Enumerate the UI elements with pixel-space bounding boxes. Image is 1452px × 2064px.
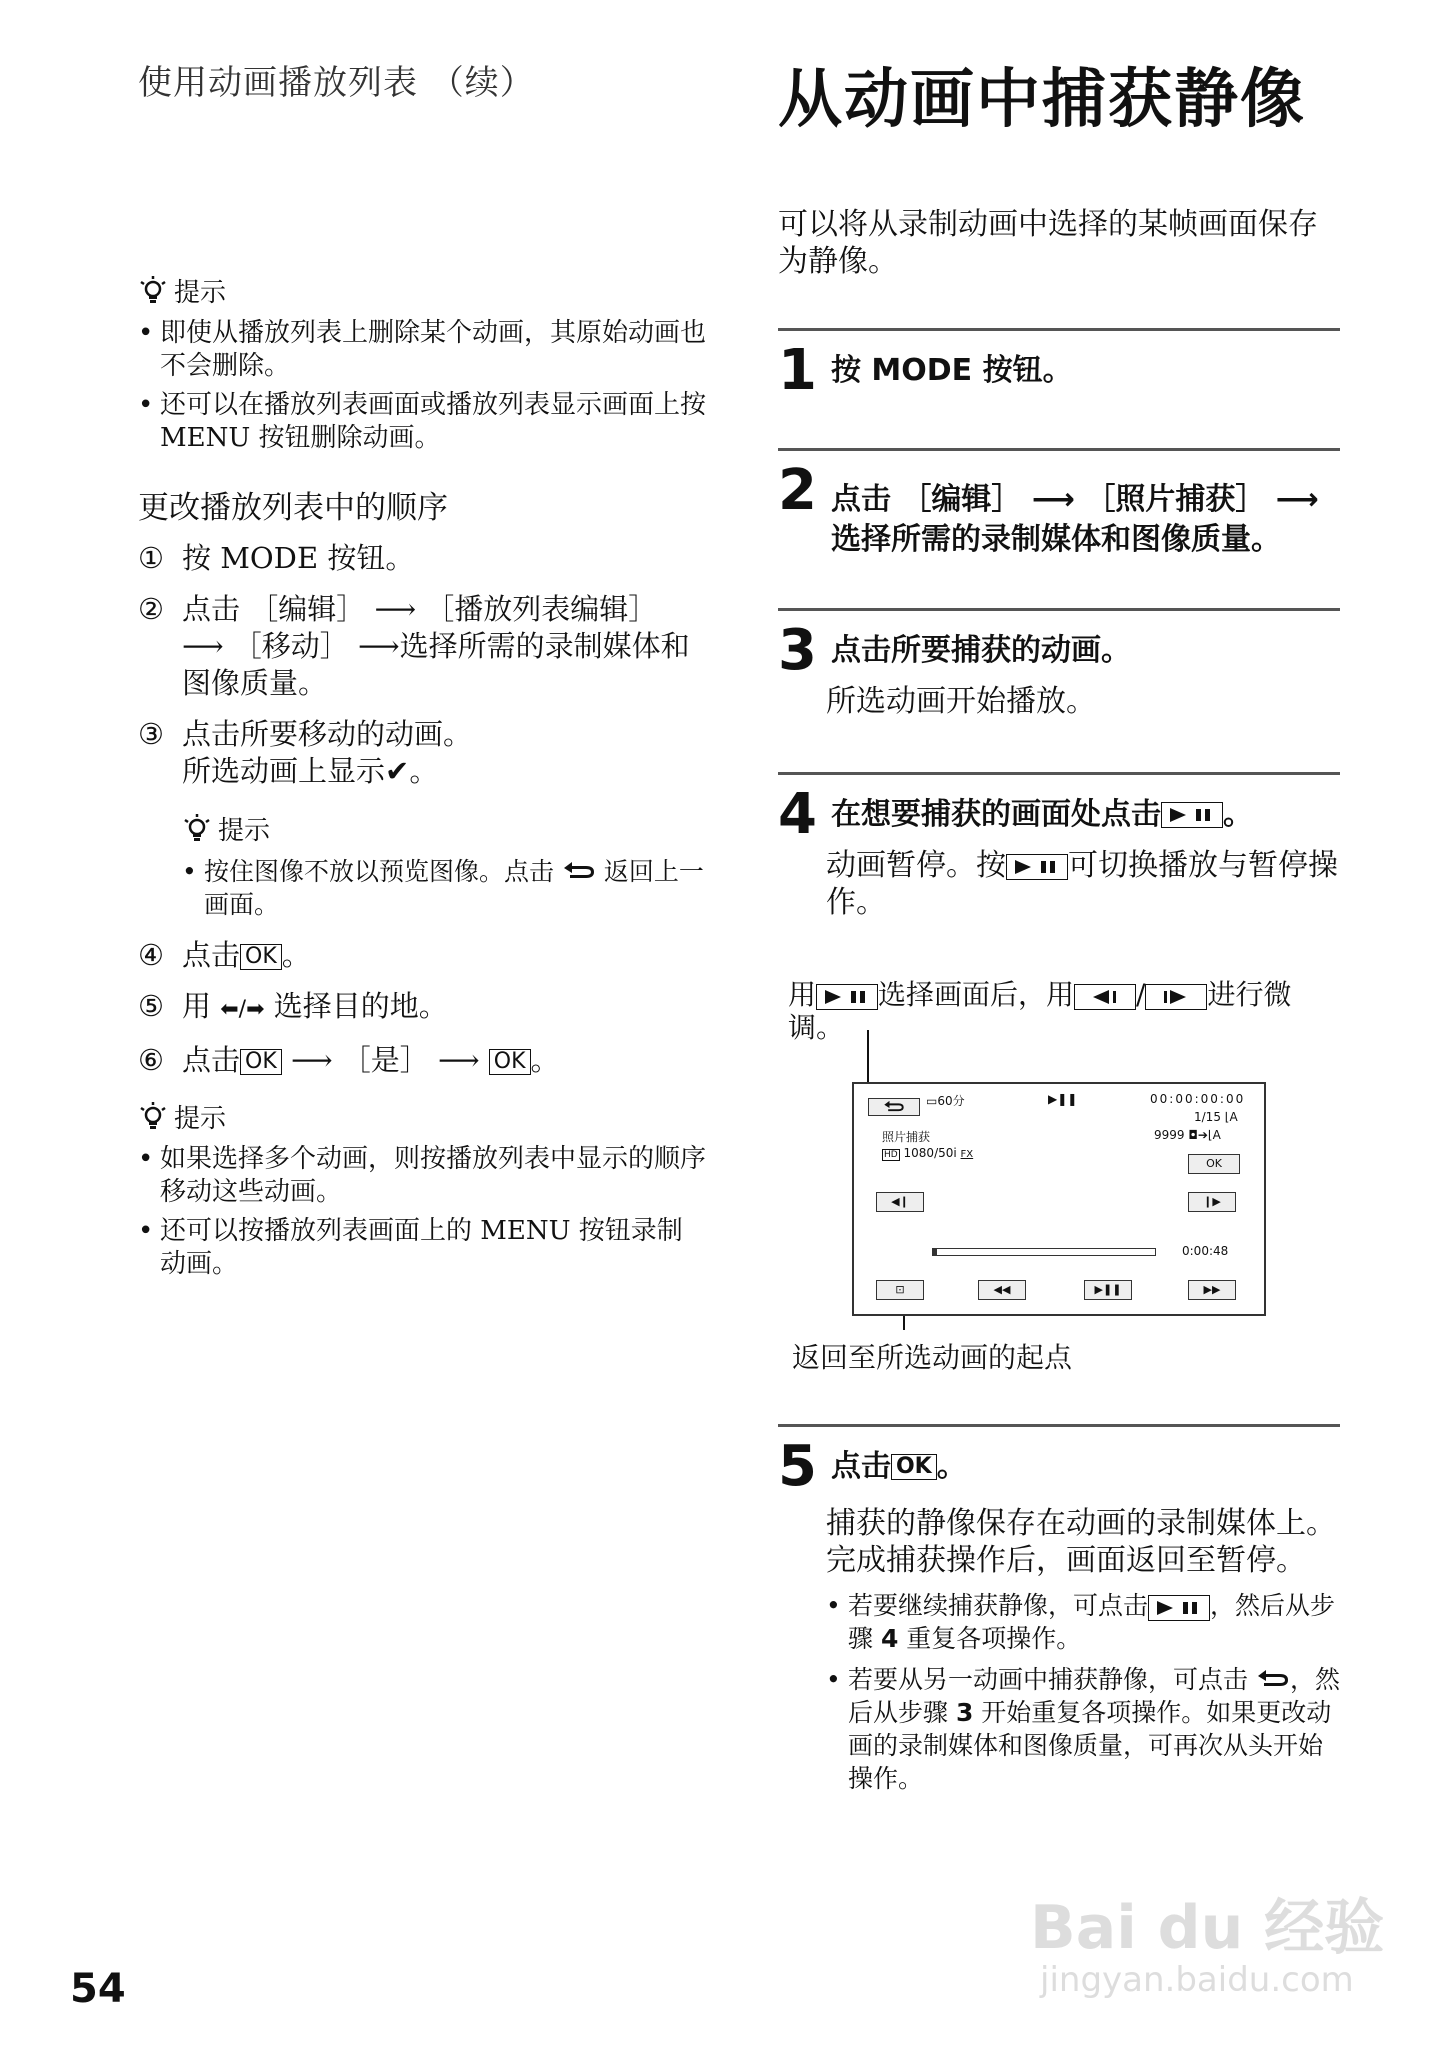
arrow-right-icon: ⟶ <box>1275 482 1319 517</box>
step-title: 按 MODE 按钮。 <box>830 352 1073 388</box>
step-item <box>138 1042 708 1079</box>
step-body: 所选动画开始播放。 <box>826 684 1096 719</box>
continued-header: 使用动画播放列表 （续） <box>138 63 535 103</box>
camera-screen <box>852 1082 1266 1316</box>
step-text: 选择所需的录制媒体和图像质量。 <box>182 629 690 700</box>
tip-box-2 <box>182 810 708 921</box>
return-button[interactable] <box>868 1098 920 1116</box>
frame-forward-icon <box>1145 984 1207 1010</box>
lightbulb-icon <box>138 1102 168 1132</box>
play-pause-icon <box>1148 1595 1210 1621</box>
section-title: 更改播放列表中的顺序 <box>138 490 448 526</box>
step-number: 5 <box>778 1434 817 1499</box>
step-title: 。 <box>936 1448 967 1484</box>
fast-forward-button[interactable]: ▶▶ <box>1188 1280 1236 1300</box>
page-title: 从动画中捕获静像 <box>778 63 1306 137</box>
tip-box-3 <box>138 1098 708 1281</box>
tip-item: • 按住图像不放以预览图像。点击 返回上一画面。 <box>182 855 708 921</box>
figure-caption-bottom: 返回至所选动画的起点 <box>792 1341 1073 1374</box>
progress-fill <box>933 1249 937 1255</box>
arrow-right-icon: ⟶ <box>290 1043 333 1077</box>
tip-box-1 <box>138 272 708 455</box>
step-number: ⑥ <box>138 1043 164 1077</box>
watermark-url: jingyan.baidu.com <box>1040 1960 1354 2000</box>
tip-item: • 即使从播放列表上删除某个动画，其原始动画也不会删除。 <box>138 317 708 383</box>
step-item <box>138 716 708 790</box>
frame-counter: 1/15 <box>1194 1110 1221 1124</box>
hd-badge: HD <box>884 1150 898 1160</box>
tip-title: 提示 <box>218 816 271 846</box>
step-text: 。 <box>409 754 439 788</box>
play-pause-icon <box>1161 802 1223 828</box>
step-text: 点击 <box>182 1043 241 1077</box>
ok-button: OK <box>891 1454 937 1480</box>
step-body: 动画暂停。按 <box>826 848 1006 883</box>
tip-title: 提示 <box>174 1104 227 1134</box>
reorder-steps <box>138 540 708 1079</box>
battery-remaining: 60分 <box>937 1094 965 1108</box>
step-text: 所选动画上显示 <box>182 754 386 788</box>
arrow-right-icon: ⟶ <box>1031 482 1075 517</box>
step-3 <box>778 618 1340 720</box>
figure-caption-top: 用 选择画面后，用 / 进行微调。 <box>788 978 1292 1044</box>
remaining-shots: 9999 <box>1154 1128 1185 1142</box>
step-item <box>138 937 708 974</box>
arrow-right-icon: ⟶ <box>182 629 224 663</box>
lightbulb-icon <box>182 814 212 844</box>
step-text: ［播放列表编辑］ <box>416 592 658 626</box>
checkmark-icon: ✔ <box>385 754 410 788</box>
camera-icon: ◘➔⌊A <box>1188 1128 1221 1142</box>
step-title: 点击 <box>830 1448 891 1484</box>
step-4 <box>778 782 1340 921</box>
step-2 <box>778 458 1340 560</box>
screen-ok-button[interactable]: OK <box>1188 1154 1240 1174</box>
step-title: 点击 ［编辑］ <box>830 482 1032 517</box>
frame-forward-button[interactable]: ❙▶ <box>1188 1192 1236 1212</box>
rewind-button[interactable]: ◀◀ <box>978 1280 1026 1300</box>
tip-title: 提示 <box>174 278 227 308</box>
step-number: 2 <box>778 458 817 523</box>
divider <box>778 608 1340 611</box>
divider <box>778 1424 1340 1427</box>
step-title: 在想要捕获的画面处点击 <box>830 796 1161 832</box>
intro-text: 可以将从录制动画中选择的某帧画面保存为静像。 <box>778 207 1318 279</box>
go-to-start-button[interactable]: ⊡ <box>876 1280 924 1300</box>
step-text: 用 <box>182 989 221 1023</box>
step-item <box>138 591 708 702</box>
mode-label: 照片捕获 <box>882 1130 931 1144</box>
return-icon <box>883 1099 905 1113</box>
arrow-right-icon: ⟶ <box>374 592 417 626</box>
step-number: ② <box>138 592 164 626</box>
step-text: 按 MODE 按钮。 <box>182 541 415 575</box>
step-1 <box>778 338 1340 403</box>
frame-back-button[interactable]: ◀❙ <box>876 1192 924 1212</box>
divider <box>778 772 1340 775</box>
step-body: 可切换播放与暂停操作。 <box>826 848 1338 920</box>
note-item: • 若要从另一动画中捕获静像，可点击 ，然后从步骤 3 开始重复各项操作。如果更改动画的录制媒体和图像质量，可再次从头开始操作。 <box>826 1663 1340 1795</box>
play-pause-button[interactable]: ▶❚❚ <box>1084 1280 1132 1300</box>
page-number: 54 <box>70 1966 126 2012</box>
watermark-logo: Bai du 经验 <box>1030 1893 1385 1963</box>
tip-item: • 还可以按播放列表画面上的 MENU 按钮录制动画。 <box>138 1215 708 1281</box>
media-icon: ⌊A <box>1224 1110 1238 1124</box>
step-number: 3 <box>778 618 817 683</box>
arrow-right-icon: ⟶ <box>358 629 400 663</box>
step-body: 捕获的静像保存在动画的录制媒体上。完成捕获操作后，画面返回至暂停。 <box>826 1506 1336 1578</box>
step-text: 选择目的地。 <box>264 989 448 1023</box>
step-number: 1 <box>778 338 817 403</box>
step-item <box>138 540 708 577</box>
step-text: 点击 <box>182 938 241 972</box>
ok-button: OK <box>240 1049 282 1075</box>
ok-button: OK <box>240 944 282 970</box>
step-text: 点击 ［编辑］ <box>182 592 375 626</box>
step-text: 点击所要移动的动画。 <box>182 717 473 751</box>
step-number: ④ <box>138 938 164 972</box>
ok-button: OK <box>489 1049 531 1075</box>
step-title: 点击所要捕获的动画。 <box>830 632 1131 668</box>
step-text: ［移动］ <box>223 629 359 663</box>
return-icon <box>562 860 596 880</box>
step-5 <box>778 1434 1340 1795</box>
progress-bar[interactable] <box>932 1248 1156 1256</box>
step-number: ① <box>138 541 164 575</box>
play-pause-icon <box>1006 854 1068 880</box>
tip-item: • 如果选择多个动画，则按播放列表中显示的顺序移动这些动画。 <box>138 1143 708 1209</box>
arrow-right-icon: ⟶ <box>438 1043 480 1077</box>
step-number: 4 <box>778 782 817 847</box>
playback-status-icon: ▶❚❚ <box>1048 1092 1078 1106</box>
quality-label: 1080/50i <box>903 1146 957 1160</box>
step-text: 。 <box>281 938 311 972</box>
fx-badge: FX <box>960 1149 974 1160</box>
step-title: 选择所需的录制媒体和图像质量。 <box>830 522 1281 557</box>
left-right-arrows-icon: ⬅/➡ <box>220 997 265 1022</box>
divider <box>778 328 1340 331</box>
step-title: 。 <box>1222 796 1253 832</box>
step-item <box>138 988 708 1028</box>
step-title: ［照片捕获］ <box>1074 482 1276 517</box>
step-text: 。 <box>530 1043 560 1077</box>
lightbulb-icon <box>138 276 168 306</box>
note-item: • 若要继续捕获静像，可点击 ，然后从步骤 4 重复各项操作。 <box>826 1589 1340 1655</box>
step-number: ③ <box>138 717 164 751</box>
return-icon <box>1256 1668 1290 1688</box>
step-number: ⑤ <box>138 989 164 1023</box>
timecode: 00:00:00:00 <box>1150 1092 1246 1106</box>
battery-icon: ▭ <box>926 1094 938 1108</box>
divider <box>778 448 1340 451</box>
play-pause-icon <box>816 984 878 1010</box>
frame-back-icon <box>1074 984 1136 1010</box>
step-text: ［是］ <box>332 1043 438 1077</box>
tip-item: • 还可以在播放列表画面或播放列表显示画面上按 MENU 按钮删除动画。 <box>138 389 708 455</box>
elapsed-time: 0:00:48 <box>1182 1244 1229 1258</box>
